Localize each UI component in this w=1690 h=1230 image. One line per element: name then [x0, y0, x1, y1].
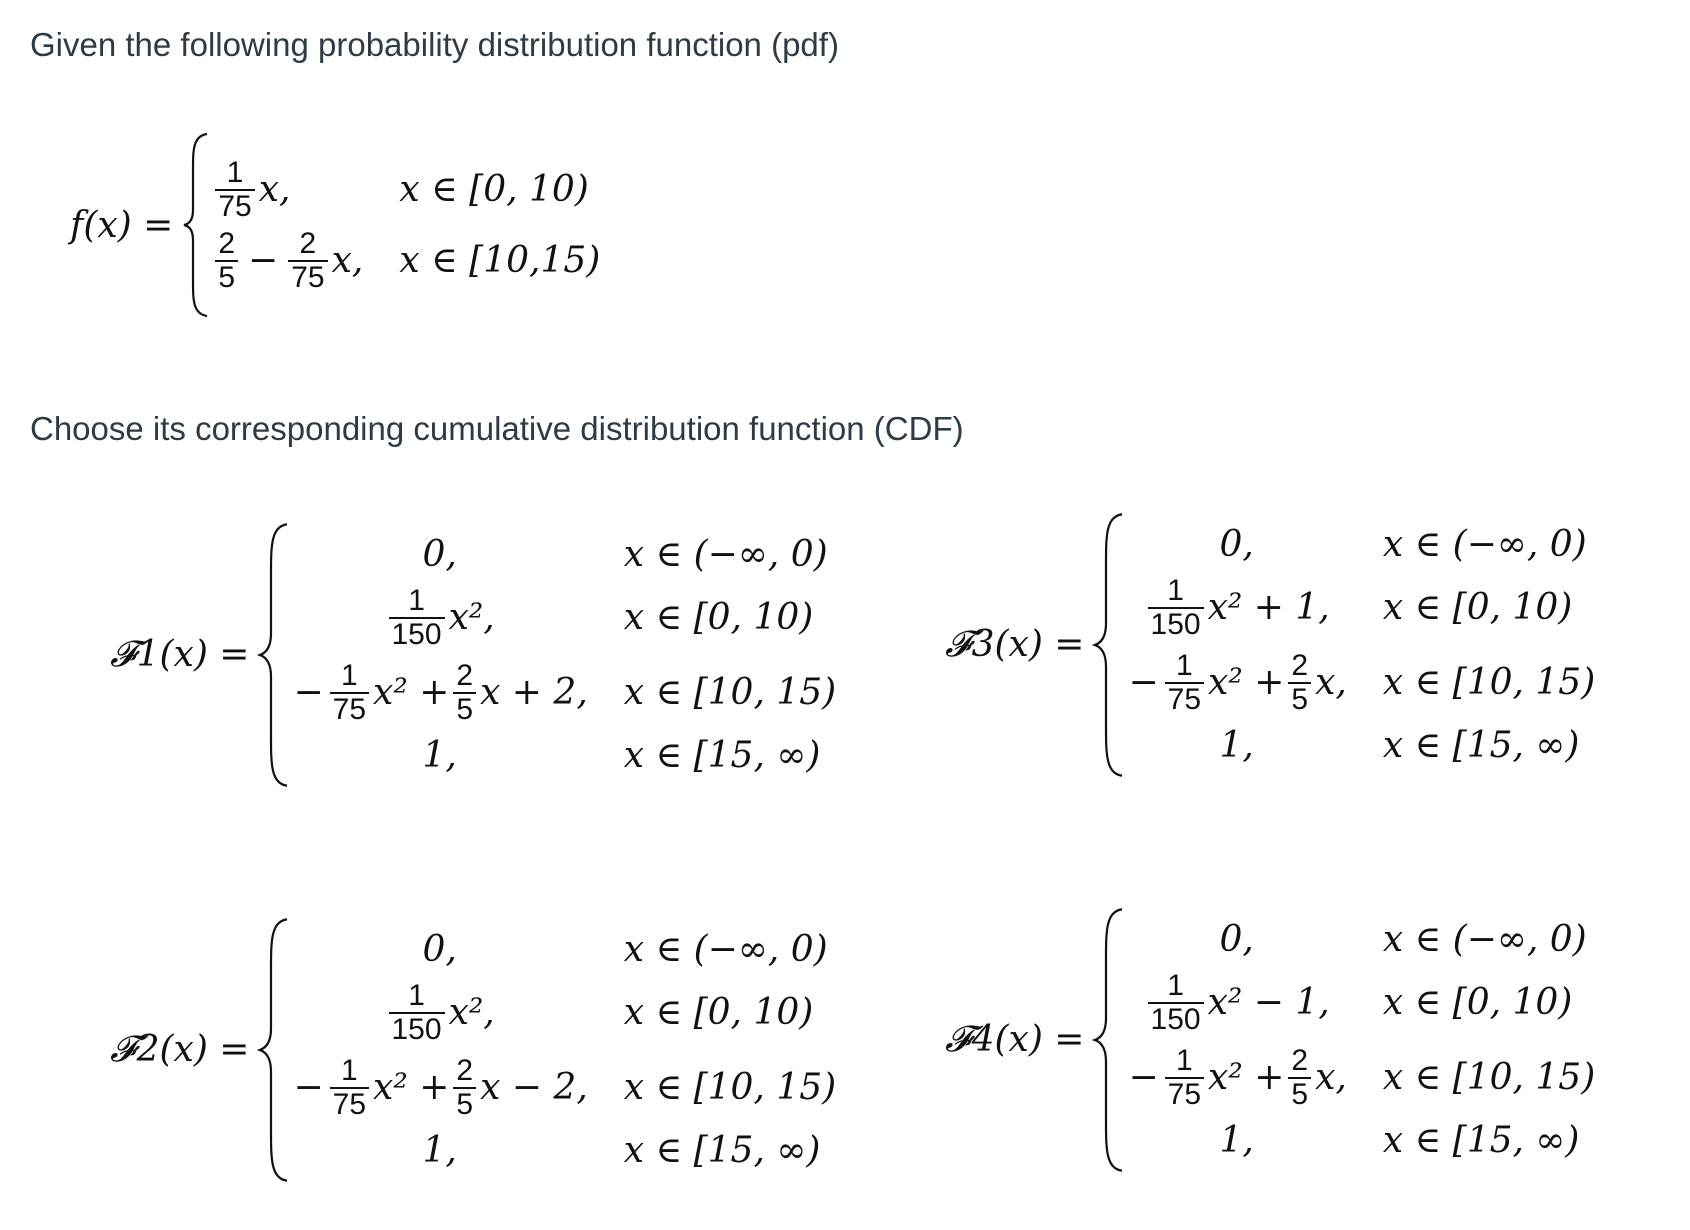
prompt-choose: Choose its corresponding cumulative distribution function (CDF) [30, 410, 964, 447]
left-brace [257, 520, 291, 790]
case-domain: x ∈ [10, 15) [1382, 1057, 1596, 1098]
case-domain: x ∈ [0, 10) [1382, 982, 1573, 1023]
pdf-case2-expr: $\frac{2}{5}$ − $\frac{2}{75}$ x, [211, 228, 363, 293]
option-label: 𝓕3(x) = [945, 624, 1085, 665]
left-brace [1092, 905, 1126, 1175]
case-expr: 1, [422, 735, 457, 776]
case-domain: x ∈ (−∞, 0) [1382, 524, 1587, 565]
case-domain: x ∈ (−∞, 0) [1382, 919, 1587, 960]
case-expr: 1, [1219, 1120, 1254, 1161]
option-label: 𝓕2(x) = [110, 1029, 250, 1070]
case-expr: − $\frac{1}{75}$ x² + $\frac{2}{5}$ x − 2, [293, 1054, 588, 1121]
case-domain: x ∈ [10, 15) [623, 1067, 837, 1108]
case-expr: 0, [1219, 919, 1254, 960]
case-domain: x ∈ [0, 10) [623, 992, 814, 1033]
case-expr: − $\frac{1}{75}$ x² + $\frac{2}{5}$ x, [1128, 1044, 1347, 1111]
case-domain: x ∈ (−∞, 0) [623, 534, 828, 575]
option-f3[interactable] [945, 510, 1595, 780]
option-label: 𝓕4(x) = [945, 1019, 1085, 1060]
case-expr: 1, [1219, 725, 1254, 766]
case-domain: x ∈ [10, 15) [623, 672, 837, 713]
case-domain: x ∈ [15, ∞) [1382, 725, 1580, 766]
case-expr: 1, [422, 1130, 457, 1171]
case-domain: x ∈ [0, 10) [1382, 587, 1573, 628]
prompt-given: Given the following probability distribution function (pdf) [30, 26, 839, 63]
case-expr: − $\frac{1}{75}$ x² + $\frac{2}{5}$ x + 2, [293, 659, 588, 726]
case-domain: x ∈ [15, ∞) [623, 735, 821, 776]
left-brace [181, 130, 211, 320]
left-brace [1092, 510, 1126, 780]
case-expr: $\frac{1}{150}$ x² + 1, [1126, 575, 1346, 640]
case-expr: $\frac{1}{150}$ x², [291, 585, 587, 650]
option-f4[interactable] [945, 905, 1595, 1175]
case-expr: $\frac{1}{150}$ x² − 1, [1126, 970, 1346, 1035]
pdf-lhs: f(x) = [70, 204, 174, 246]
option-f1[interactable] [110, 520, 836, 790]
case-expr: $\frac{1}{150}$ x², [291, 980, 587, 1045]
case-expr: 0, [1219, 524, 1254, 565]
case-domain: x ∈ (−∞, 0) [623, 929, 828, 970]
case-domain: x ∈ [15, ∞) [1382, 1120, 1580, 1161]
case-expr: 0, [422, 534, 457, 575]
case-domain: x ∈ [15, ∞) [623, 1130, 821, 1171]
option-f2[interactable] [110, 915, 836, 1185]
pdf-case2-domain: x ∈ [10,15) [399, 240, 601, 281]
case-domain: x ∈ [0, 10) [623, 597, 814, 638]
case-domain: x ∈ [10, 15) [1382, 662, 1596, 703]
pdf-case1-domain: x ∈ [0, 10) [399, 169, 589, 210]
pdf-definition [70, 130, 600, 320]
case-expr: 0, [422, 929, 457, 970]
option-label: 𝓕1(x) = [110, 634, 250, 675]
case-expr: − $\frac{1}{75}$ x² + $\frac{2}{5}$ x, [1128, 649, 1347, 716]
left-brace [257, 915, 291, 1185]
pdf-case1-expr: $\frac{1}{75}$ x, [211, 157, 363, 222]
